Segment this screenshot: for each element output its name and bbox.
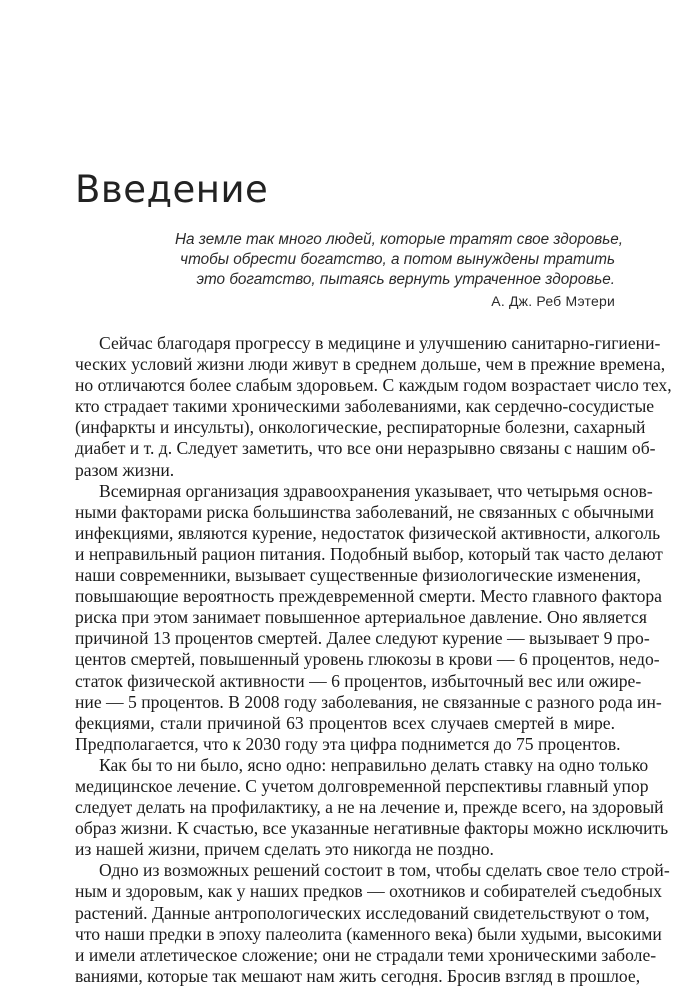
text-line: разом жизни.: [75, 459, 175, 480]
text-line: из нашей жизни, причем сделать это никогда не поздно.: [75, 839, 494, 860]
text-line: образ жизни. К счастью, все указанные негативные факторы можно исключить: [75, 818, 669, 839]
epigraph-author: А. Дж. Реб Мэтери: [491, 293, 615, 309]
epigraph: [175, 230, 624, 290]
text-line: но отличаются более слабым здоровьем. С каждым годом возрастает число тех,: [75, 375, 672, 396]
text-line: диабет и т. д. Следует заметить, что все они неразрывно связаны с нашим об-: [75, 438, 656, 459]
text-line: (инфаркты и инсульты), онкологические, респираторные болезни, сахарный: [75, 417, 646, 438]
text-line: Всемирная организация здравоохранения указывает, что четырьмя основ-: [99, 480, 653, 501]
epigraph-line: чтобы обрести богатство, а потом вынуждены тратить: [180, 251, 615, 268]
text-line: статок физической активности — 6 процентов, избыточный вес или ожире-: [75, 670, 642, 691]
text-line: ным и здоровым, как у наших предков — охотников и собирателей съедобных: [75, 881, 662, 902]
epigraph-line: На земле так много людей, которые тратят свое здоровье,: [175, 231, 624, 248]
text-line: кто страдает такими хроническими заболеваниями, как сердечно-сосудистые: [75, 396, 655, 417]
text-line: ние — 5 процентов. В 2008 году заболевания, не связанные с разного рода ин-: [75, 691, 662, 712]
text-line: Одно из возможных решений состоит в том, чтобы сделать свое тело строй-: [99, 860, 670, 881]
text-line: центов смертей, повышенный уровень глюкозы в крови — 6 процентов, недо-: [75, 649, 660, 670]
text-line: что наши предки в эпоху палеолита (каменного века) были худыми, высокими: [75, 923, 662, 944]
body-text: [75, 333, 672, 987]
text-line: ческих условий жизни люди живут в среднем дольше, чем в прежние времена,: [75, 354, 666, 375]
text-line: медицинское лечение. С учетом долговременной перспективы главный упор: [75, 775, 649, 796]
text-line: риска при этом занимает повышенное артериальное давление. Оно является: [75, 607, 647, 628]
text-line: ными факторами риска большинства заболеваний, не связанных с обычными: [75, 501, 654, 522]
epigraph-line: это богатство, пытаясь вернуть утраченное здоровье.: [196, 271, 615, 288]
text-line: инфекциями, являются курение, недостаток физической активности, алкоголь: [75, 522, 661, 543]
text-line: Сейчас благодаря прогрессу в медицине и улучшению санитарно-гигиени-: [99, 333, 661, 353]
paragraph: [75, 333, 672, 481]
text-line: наши современники, вызывает существенные физиологические изменения,: [75, 565, 641, 586]
text-line: фекциями, стали причиной 63 процентов всех случаев смертей в мире.: [75, 712, 615, 733]
text-line: растений. Данные антропологических исследований свидетельствуют о том,: [75, 902, 650, 923]
text-line: Предполагается, что к 2030 году эта цифра поднимется до 75 процентов.: [75, 733, 621, 754]
paragraph: [75, 480, 663, 755]
text-line: следует делать на профилактику, а не на лечение и, прежде всего, на здоровый: [75, 797, 664, 818]
chapter-title: Введение: [75, 168, 269, 211]
paragraph: [75, 860, 670, 987]
paragraph: [75, 754, 669, 860]
text-line: и имели атлетическое сложение; они не страдали теми хроническими заболе-: [75, 944, 657, 965]
text-line: причиной 13 процентов смертей. Далее следуют курение — вызывает 9 про-: [75, 628, 650, 649]
text-line: Как бы то ни было, ясно одно: неправильно делать ставку на одно только: [99, 754, 649, 775]
text-line: повышающие вероятность преждевременной смерти. Место главного фактора: [75, 586, 662, 607]
text-line: ваниями, которые так мешают нам жить сегодня. Бросив взгляд в прошлое,: [75, 965, 641, 986]
text-line: и неправильный рацион питания. Подобный выбор, который так часто делают: [75, 543, 663, 564]
